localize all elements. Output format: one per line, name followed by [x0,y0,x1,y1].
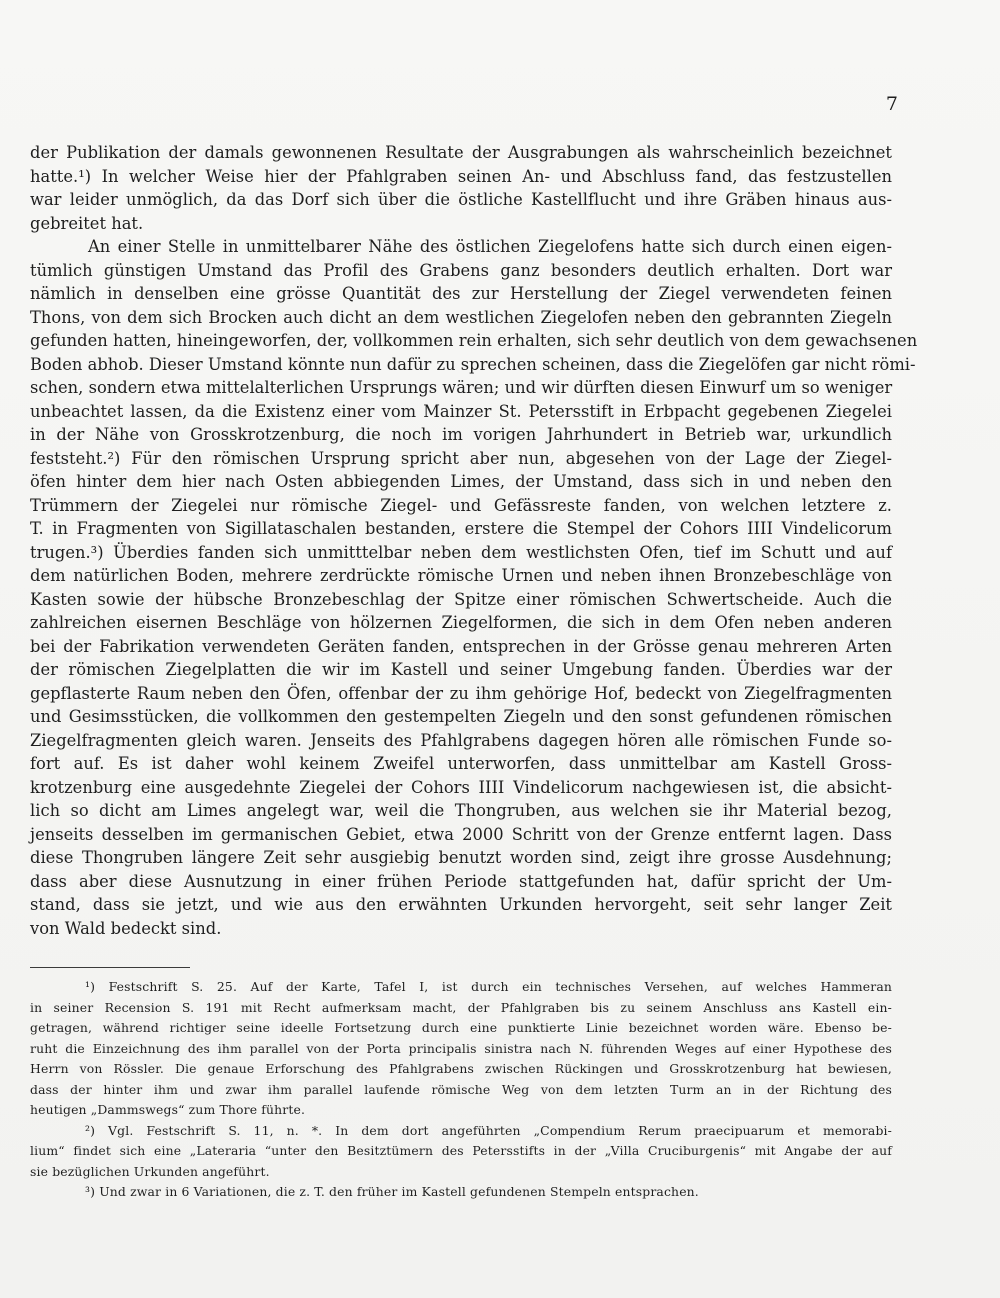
text-line: hatte.¹) In welcher Weise hier der Pfahlgraben seinen An- und Abschluss fand, das festzustellen [30,166,892,186]
footnote-line: sie bezüglichen Urkunden angeführt. [30,1163,270,1179]
text-line: T. in Fragmenten von Sigillataschalen bestanden, erstere die Stempel der Cohors IIII Vindelicorum [30,519,892,538]
footnote-line: heutigen „Dammswegs“ zum Thore führte. [30,1102,306,1117]
text-line: Boden abhob. Dieser Umstand könnte nun dafür zu sprechen scheinen, dass die Ziegelöfen gar nicht römi- [30,354,916,374]
text-line: Trümmern der Ziegelei nur römische Ziegel- und Gefässreste fanden, von welchen letztere z. [30,495,892,515]
text-line: dem natürlichen Boden, mehrere zerdrückte römische Urnen und neben ihnen Bronzebeschläge von [30,566,892,585]
footnote-line: lium“ findet sich eine „Lateraria “unter den Besitztümern des Petersstifts in der „Villa Cruciburgenis“ mit Angabe der auf [30,1143,892,1158]
text-line: nämlich in denselben eine grösse Quantität des zur Herstellung der Ziegel verwendeten feinen [30,284,892,303]
text-line: der Publikation der damals gewonnenen Resultate der Ausgrabungen als wahrscheinlich bezeichnet [30,143,892,162]
footnote-line: getragen, während richtiger seine ideelle Fortsetzung durch eine punktierte Linie bezeichnet worden wäre. Ebenso be- [30,1020,892,1035]
text-line: unbeachtet lassen, da die Existenz einer vom Mainzer St. Petersstift in Erbpacht gegebenen Ziegelei [30,401,892,421]
footnote-line: ruht die Einzeichnung des ihm parallel von der Porta principalis sinistra nach N. führenden Weges auf einer Hypothese des [30,1040,892,1056]
footnote-line: ¹) Festschrift S. 25. Auf der Karte, Tafel I, ist durch ein technisches Versehen, auf welches Hammeran [85,979,892,994]
text-line: gepflasterte Raum neben den Öfen, offenbar der zu ihm gehörige Hof, bedeckt von Ziegelfragmenten [30,683,892,703]
footnote-line: Herrn von Rössler. Die genaue Erforschung des Pfahlgrabens zwischen Rückingen und Grosskrotzenburg hat bewiesen, [30,1061,892,1076]
footnote-line: dass der hinter ihm und zwar ihm parallel laufende römische Weg von dem letzten Turm an in der Richtung des [30,1081,892,1097]
text-line: zahlreichen eisernen Beschläge von hölzernen Ziegelformen, die sich in dem Ofen neben anderen [30,613,892,632]
text-line: jenseits desselben im germanischen Gebiet, etwa 2000 Schritt von der Grenze entfernt lagen. Dass [30,824,892,844]
text-line: bei der Fabrikation verwendeten Geräten fanden, entsprechen in der Grösse genau mehreren Arten [30,636,892,656]
page-number: 7 [885,93,898,115]
text-line: Ziegelfragmenten gleich waren. Jenseits des Pfahlgrabens dagegen hören alle römischen Funde so- [30,730,892,750]
footnote-divider [30,967,190,968]
text-line: Thons, von dem sich Brocken auch dicht an dem westlichen Ziegelofen neben den gebrannten Ziegeln [30,307,892,327]
text-line: der römischen Ziegelplatten die wir im Kastell und seiner Umgebung fanden. Überdies war der [30,660,892,679]
text-line: gebreitet hat. [30,213,144,233]
text-line: von Wald bedeckt sind. [30,918,222,938]
footnote-line: in seiner Recension S. 191 mit Recht aufmerksam macht, der Pfahlgraben bis zu seinem Anschluss ans Kastell ein- [30,999,892,1015]
footnote-line: ²) Vgl. Festschrift S. 11, n. *. In dem dort angeführten „Compendium Rerum praecipuarum et memorabi- [85,1122,892,1138]
text-line: gefunden hatten, hineingeworfen, der, vollkommen rein erhalten, sich sehr deutlich von dem gewachsenen [30,331,918,350]
text-line: feststeht.²) Für den römischen Ursprung spricht aber nun, abgesehen von der Lage der Ziegel- [30,448,892,468]
text-line: krotzenburg eine ausgedehnte Ziegelei der Cohors IIII Vindelicorum nachgewiesen ist, die absicht- [30,777,892,797]
text-line: in der Nähe von Grosskrotzenburg, die noch im vorigen Jahrhundert in Betrieb war, urkundlich [30,425,892,444]
text-line: diese Thongruben längere Zeit sehr ausgiebig benutzt worden sind, zeigt ihre grosse Ausdehnung; [30,848,892,867]
footnotes [30,977,892,1203]
footnote-line: ³) Und zwar in 6 Variationen, die z. T. den früher im Kastell gefundenen Stempeln entsprachen. [85,1184,699,1199]
text-line: fort auf. Es ist daher wohl keinem Zweifel unterworfen, dass unmittelbar am Kastell Gross- [30,754,892,773]
text-line: stand, dass sie jetzt, und wie aus den erwähnten Urkunden hervorgeht, seit sehr langer Zeit [30,895,892,914]
body-text [30,141,918,940]
text-line: Kasten sowie der hübsche Bronzebeschlag der Spitze einer römischen Schwertscheide. Auch die [30,589,892,609]
text-line: An einer Stelle in unmittelbarer Nähe des östlichen Ziegelofens hatte sich durch einen eigen- [88,237,892,256]
text-line: schen, sondern etwa mittelalterlichen Ursprungs wären; und wir dürften diesen Einwurf um so weniger [30,378,893,397]
text-line: und Gesimsstücken, die vollkommen den gestempelten Ziegeln und den sonst gefundenen römischen [30,707,892,726]
text-line: trugen.³) Überdies fanden sich unmitttelbar neben dem westlichsten Ofen, tief im Schutt und auf [30,542,892,562]
text-line: dass aber diese Ausnutzung in einer frühen Periode stattgefunden hat, dafür spricht der Um- [30,871,892,891]
text-line: tümlich günstigen Umstand das Profil des Grabens ganz besonders deutlich erhalten. Dort war [30,260,892,280]
text-line: lich so dicht am Limes angelegt war, weil die Thongruben, aus welchen sie ihr Material bezog, [30,801,892,820]
text-line: öfen hinter dem hier nach Osten abbiegenden Limes, der Umstand, dass sich in und neben den [30,472,892,491]
text-line: war leider unmöglich, da das Dorf sich über die östliche Kastellflucht und ihre Gräben hinaus aus- [30,190,892,209]
